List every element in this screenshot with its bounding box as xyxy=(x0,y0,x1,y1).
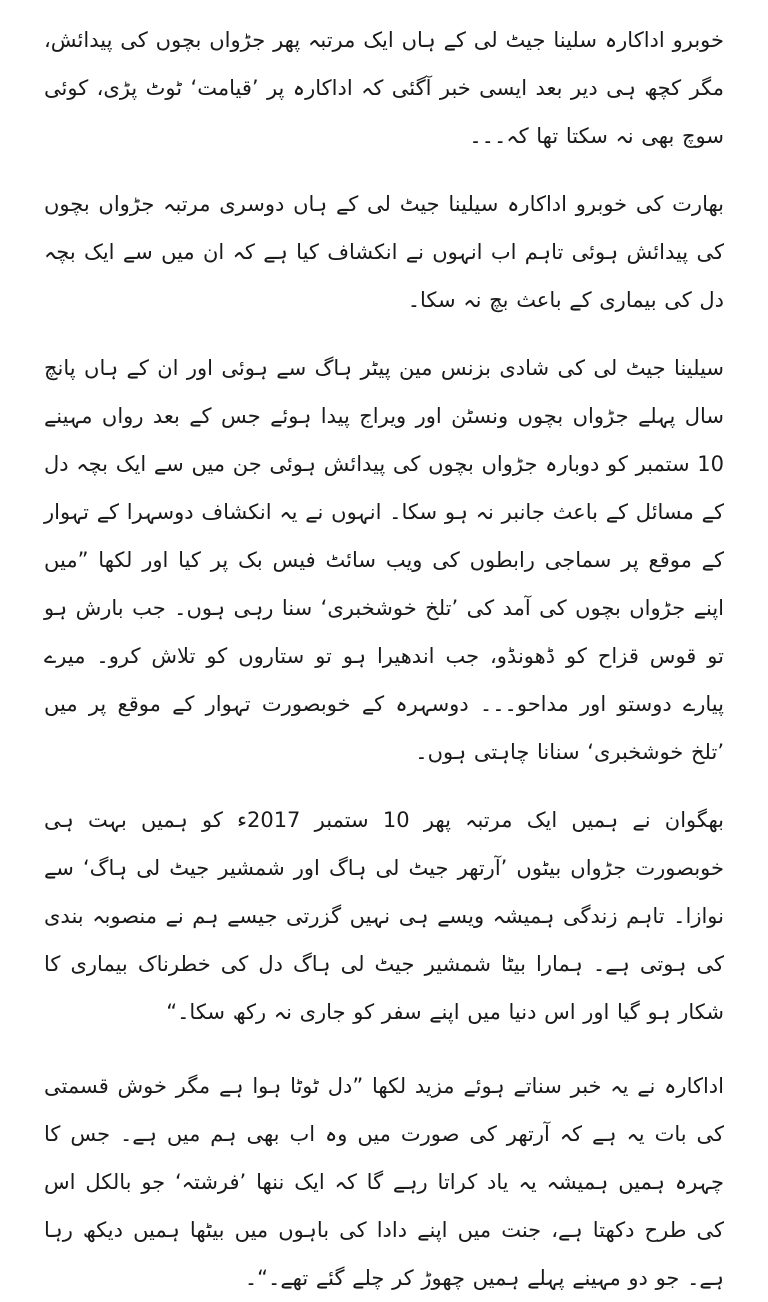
article-paragraph-intro: بھارت کی خوبرو اداکارہ سیلینا جیٹ لی کے ہاں دوسری مرتبہ جڑواں بچوں کی پیدائش ہوئی تاہم اب انہوں نے انکشاف کیا ہے کہ ان میں سے ایک بچہ دل کی بیماری کے باعث بچ نہ سکا۔ xyxy=(44,192,724,312)
article-paragraph-message: اداکارہ نے یہ خبر سناتے ہوئے مزید لکھا ”دل ٹوٹا ہوا ہے مگر خوش قسمتی کی بات یہ ہے کہ آرتھر کی صورت میں وہ اب بھی ہم میں ہے۔ جس کا چہرہ ہمیں ہمیشہ یہ یاد کراتا رہے گا کہ ایک ننھا ’فرشتہ‘ جو بالکل اس کی طرح دکھتا ہے، جنت میں اپنے دادا کی باہوں میں بیٹھا ہمیں دیکھ رہا ہے۔ جو دو مہینے پہلے ہمیں چھوڑ کر چلے گئے تھے۔“۔ xyxy=(44,1074,724,1290)
article-body xyxy=(44,16,724,1302)
article-paragraph-marriage: سیلینا جیٹ لی کی شادی بزنس مین پیٹر ہاگ سے ہوئی اور ان کے ہاں پانچ سال پہلے جڑواں بچوں ونسٹن اور ویراج پیدا ہوئے جس کے بعد رواں مہینے 10 ستمبر کو دوبارہ جڑواں بچوں کی پیدائش ہوئی جن میں سے ایک بچہ دل کے مسائل کے باعث جانبر نہ ہو سکا۔ انہوں نے یہ انکشاف دوسہرا کے تہوار کے موقع پر سماجی رابطوں کی ویب سائٹ فیس بک پر کیا اور لکھا ”میں اپنے جڑواں بچوں کی آمد کی ’تلخ خوشخبری‘ سنا رہی ہوں۔ جب بارش ہو تو قوس قزاح کو ڈھونڈو، جب اندھیرا ہو تو ستاروں کو تلاش کرو۔ میرے پیارے دوستو اور مداحو۔۔۔ دوسہرہ کے خوبصورت تہوار کے موقع پر میں ’تلخ خوشخبری‘ سنانا چاہتی ہوں۔ xyxy=(44,356,724,764)
article-paragraph-twins: بھگوان نے ہمیں ایک مرتبہ پھر 10 ستمبر 2017ء کو ہمیں بہت ہی خوبصورت جڑواں بیٹوں ’آرتھر جیٹ لی ہاگ اور شمشیر جیٹ لی ہاگ‘ سے نوازا۔ تاہم زندگی ہمیشہ ویسے ہی نہیں گزرتی جیسے ہم نے منصوبہ بندی کی ہوتی ہے۔ ہمارا بیٹا شمشیر جیٹ لی ہاگ دل کی خطرناک بیماری کا شکار ہو گیا اور اس دنیا میں اپنے سفر کو جاری نہ رکھ سکا۔“ xyxy=(44,808,724,1024)
article-paragraph-headline: خوبرو اداکارہ سلینا جیٹ لی کے ہاں ایک مرتبہ پھر جڑواں بچوں کی پیدائش، مگر کچھ ہی دیر بعد ایسی خبر آگئی کہ اداکارہ پر ’قیامت‘ ٹوٹ پڑی، کوئی سوچ بھی نہ سکتا تھا کہ۔۔۔ xyxy=(44,28,724,148)
